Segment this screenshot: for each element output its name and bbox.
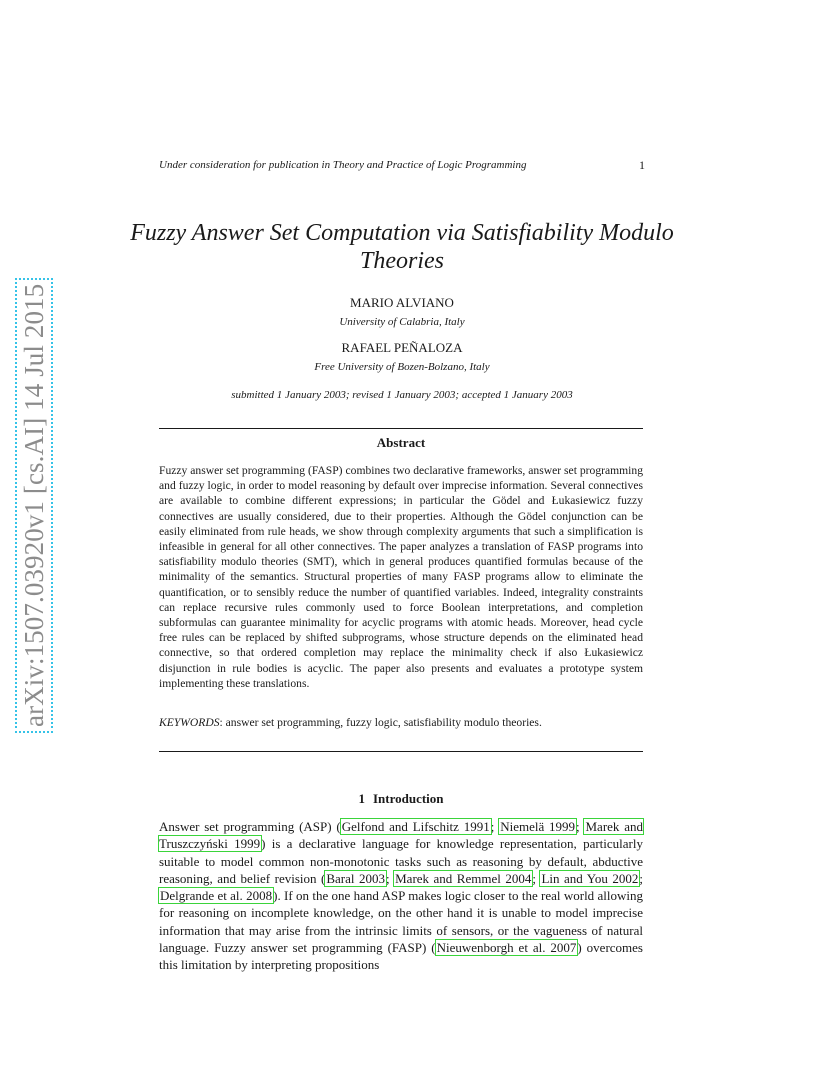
citation-link[interactable]: Marek and Remmel 2004 [395, 870, 532, 886]
citation-link[interactable]: Lin and You 2002 [541, 870, 639, 886]
submission-dates: submitted 1 January 2003; revised 1 January 2003; accepted 1 January 2003 [231, 389, 573, 401]
body-text-run: ). If on the one hand ASP makes logic closer to the real world allowing for reasoning on incomplete knowledge, on the other hand it is unable to model imprecise information that may arise from the intrinsic limits of sensors, or the vagueness of natural language. Fuzzy answer set programming (FASP) ( [159, 888, 643, 956]
arxiv-identifier-stamp[interactable]: arXiv:1507.03920v1 [cs.AI] 14 Jul 2015 [15, 278, 53, 733]
author-name: MARIO ALVIANO [350, 295, 454, 310]
page-number: 1 [639, 158, 645, 172]
section-number: 1 [358, 791, 365, 806]
citation-link[interactable]: Marek and Truszczyński 1999 [159, 819, 643, 852]
section-heading [159, 791, 643, 807]
body-text-run: ) is a declarative language for knowledge representation, particularly suitable to model common non-monotonic tasks such as reasoning by default, abductive reasoning, and belief revision ( [159, 836, 643, 886]
section-title: Introduction [372, 791, 444, 806]
citation-separator: ; [532, 870, 541, 886]
citation-link[interactable]: Delgrande et al. 2008 [160, 888, 273, 904]
citation-separator: ; [386, 870, 395, 886]
citation-separator: ; [490, 819, 500, 834]
bottom-rule [159, 751, 643, 752]
introduction-paragraph [159, 818, 643, 974]
running-head-text: Under consideration for publication in Theory and Practice of Logic Programming [159, 159, 527, 171]
author-affiliation: University of Calabria, Italy [339, 316, 465, 328]
citation-link[interactable]: Niemelä 1999 [500, 819, 576, 834]
paper-title: Fuzzy Answer Set Computation via Satisfiability Modulo Theories [130, 220, 674, 274]
author-name: RAFAEL PEÑALOZA [341, 340, 463, 355]
keywords-list: : answer set programming, fuzzy logic, satisfiability modulo theories. [219, 716, 542, 729]
abstract-text: Fuzzy answer set programming (FASP) combines two declarative frameworks, answer set programming and fuzzy logic, in order to model reasoning by default over imprecise information. Several connectives are available to combine different expressions; in particular the Gödel and Łukasiewicz fuzzy connectives are usually considered, due to their properties. Although the Gödel conjunction can be easily eliminated from rule heads, we show through complexity arguments that such a simplification is infeasible in general for all other connectives. The paper analyzes a translation of FASP programs into satisfiability modulo theories (SMT), which in general produces quantified formulas because of the minimality of the semantics. Structural properties of many FASP programs allow to eliminate the quantification, or to sensibly reduce the number of quantified variables. Indeed, integrality constraints can replace recursive rules commonly used to force Boolean interpretations, and completion subformulas can guarantee minimality for acyclic programs with atomic heads. Moreover, head cycle free rules can be replaced by shifted subprograms, whose structure depends on the eliminated head connective, so that ordered completion may replace the minimality check if also Łukasiewicz disjunction in rule bodies is acyclic. The paper also presents and evaluates a prototype system implementing these translations. [159, 464, 643, 690]
keywords-label: KEYWORDS [159, 716, 220, 729]
top-rule [159, 428, 643, 429]
citation-link[interactable]: Nieuwenborgh et al. 2007 [436, 940, 577, 956]
running-head [159, 157, 645, 173]
body-text-run: Answer set programming (ASP) ( [159, 819, 341, 834]
abstract-heading: Abstract [376, 435, 426, 450]
author-affiliation: Free University of Bozen-Bolzano, Italy [314, 361, 490, 373]
keywords [159, 715, 643, 730]
citation-separator: ; [639, 870, 643, 886]
citation-link[interactable]: Gelfond and Lifschitz 1991 [341, 819, 490, 834]
body-text-run: ) overcomes this limitation by interpreting propositions [159, 940, 643, 973]
citation-link[interactable]: Baral 2003 [326, 870, 385, 886]
citation-separator: ; [576, 819, 585, 834]
